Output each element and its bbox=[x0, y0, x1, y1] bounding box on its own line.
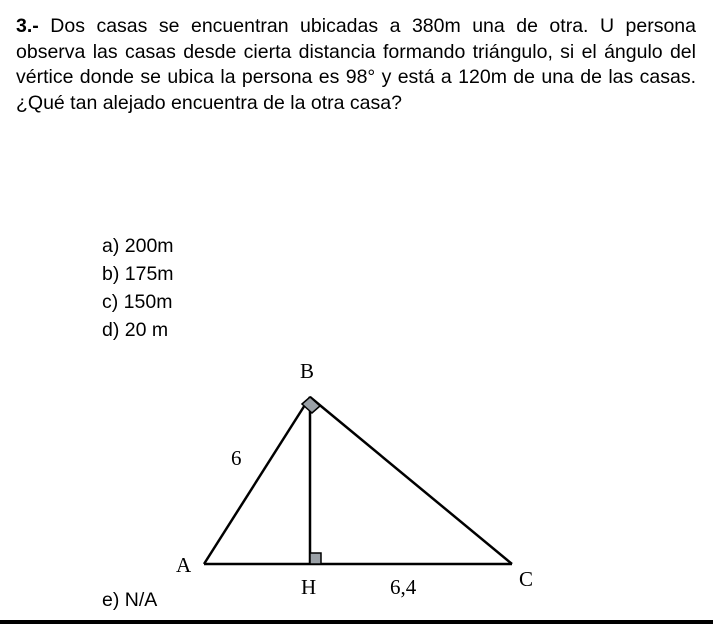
vertex-c-label: C bbox=[519, 567, 534, 591]
option-d[interactable]: d) 20 m bbox=[102, 319, 169, 341]
vertex-b-label: B bbox=[300, 359, 315, 383]
option-b[interactable]: b) 175m bbox=[102, 263, 174, 285]
side-bc bbox=[310, 397, 512, 564]
right-angle-marker-h bbox=[310, 553, 321, 564]
option-e[interactable]: e) N/A bbox=[102, 589, 158, 611]
vertex-a-label: A bbox=[176, 553, 192, 577]
foot-h-label: H bbox=[301, 575, 317, 599]
segment-hc-length-label: 6,4 bbox=[390, 575, 417, 599]
side-ab bbox=[204, 397, 310, 564]
bottom-divider bbox=[0, 620, 713, 624]
question-statement: Dos casas se encuentran ubicadas a 380m una de otra. U persona observa las casas desde cierta distancia formando triángulo, si el ángulo del vértice donde se ubica la persona es 98° y está a 120m de una de las casas. ¿Qué tan alejado encuentra de la otra casa? bbox=[16, 15, 696, 114]
question-number: 3.- bbox=[16, 15, 39, 37]
option-c[interactable]: c) 150m bbox=[102, 291, 173, 313]
right-angle-marker-b bbox=[302, 397, 320, 413]
side-ab-length-label: 6 bbox=[231, 446, 242, 470]
option-a[interactable]: a) 200m bbox=[102, 235, 174, 257]
